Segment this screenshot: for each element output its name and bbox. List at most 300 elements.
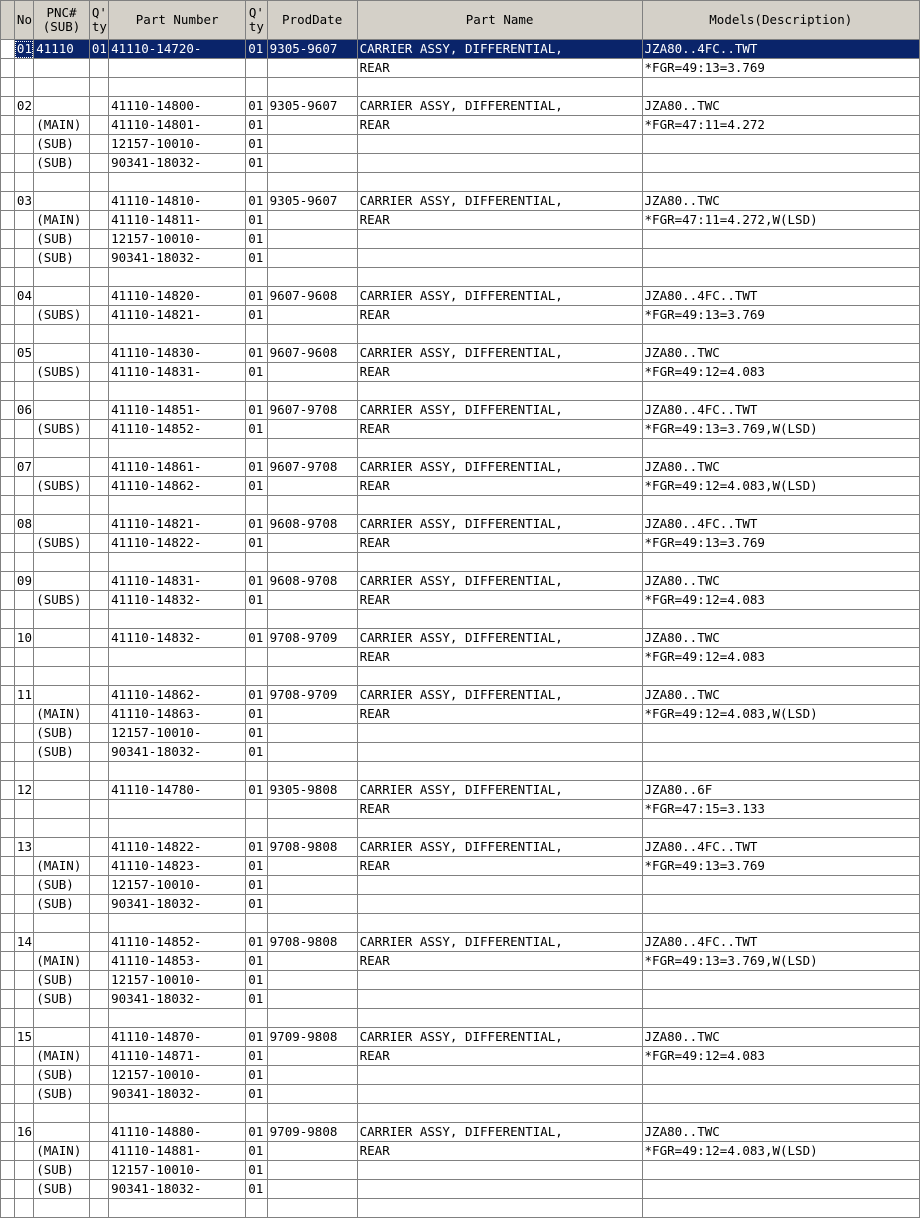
cell-pnc[interactable]: (SUB) bbox=[34, 135, 90, 154]
cell-qty2[interactable]: 01 bbox=[246, 705, 267, 724]
cell-prod-date[interactable] bbox=[267, 325, 357, 344]
cell-qty1[interactable] bbox=[89, 952, 108, 971]
cell-part-name[interactable]: REAR bbox=[357, 648, 642, 667]
cell-prod-date[interactable]: 9608-9708 bbox=[267, 515, 357, 534]
cell-prod-date[interactable] bbox=[267, 1066, 357, 1085]
cell-part-number[interactable] bbox=[109, 325, 246, 344]
cell-part-number[interactable] bbox=[109, 667, 246, 686]
cell-part-number[interactable]: 90341-18032- bbox=[109, 990, 246, 1009]
cell-part-name[interactable] bbox=[357, 325, 642, 344]
cell-no[interactable] bbox=[14, 990, 33, 1009]
cell-qty2[interactable]: 01 bbox=[246, 344, 267, 363]
cell-prod-date[interactable] bbox=[267, 116, 357, 135]
cell-models[interactable]: *FGR=49:13=3.769 bbox=[642, 534, 919, 553]
cell-qty1[interactable] bbox=[89, 439, 108, 458]
cell-part-number[interactable]: 41110-14823- bbox=[109, 857, 246, 876]
cell-part-name[interactable] bbox=[357, 990, 642, 1009]
cell-part-name[interactable]: REAR bbox=[357, 477, 642, 496]
cell-qty1[interactable] bbox=[89, 838, 108, 857]
cell-part-name[interactable]: CARRIER ASSY, DIFFERENTIAL, bbox=[357, 515, 642, 534]
cell-prod-date[interactable] bbox=[267, 1180, 357, 1199]
cell-no[interactable]: 15 bbox=[14, 1028, 33, 1047]
cell-no[interactable]: 12 bbox=[14, 781, 33, 800]
cell-part-name[interactable]: REAR bbox=[357, 705, 642, 724]
cell-qty1[interactable] bbox=[89, 553, 108, 572]
cell-qty1[interactable] bbox=[89, 705, 108, 724]
cell-models[interactable] bbox=[642, 268, 919, 287]
cell-models[interactable]: JZA80..4FC..TWT bbox=[642, 401, 919, 420]
cell-qty2[interactable]: 01 bbox=[246, 287, 267, 306]
cell-qty1[interactable] bbox=[89, 914, 108, 933]
cell-part-name[interactable]: REAR bbox=[357, 116, 642, 135]
cell-part-number[interactable]: 41110-14871- bbox=[109, 1047, 246, 1066]
cell-models[interactable] bbox=[642, 496, 919, 515]
cell-prod-date[interactable]: 9607-9608 bbox=[267, 344, 357, 363]
cell-prod-date[interactable] bbox=[267, 154, 357, 173]
cell-models[interactable] bbox=[642, 439, 919, 458]
cell-part-number[interactable] bbox=[109, 1104, 246, 1123]
cell-qty2[interactable]: 01 bbox=[246, 876, 267, 895]
cell-qty2[interactable]: 01 bbox=[246, 838, 267, 857]
cell-models[interactable] bbox=[642, 876, 919, 895]
cell-part-number[interactable]: 41110-14821- bbox=[109, 306, 246, 325]
cell-no[interactable] bbox=[14, 135, 33, 154]
cell-prod-date[interactable] bbox=[267, 1161, 357, 1180]
table-row[interactable] bbox=[1, 724, 920, 743]
cell-part-number[interactable] bbox=[109, 800, 246, 819]
cell-prod-date[interactable] bbox=[267, 477, 357, 496]
cell-pnc[interactable]: (MAIN) bbox=[34, 952, 90, 971]
cell-models[interactable] bbox=[642, 230, 919, 249]
cell-models[interactable]: JZA80..TWC bbox=[642, 1123, 919, 1142]
cell-part-name[interactable]: CARRIER ASSY, DIFFERENTIAL, bbox=[357, 287, 642, 306]
cell-qty1[interactable] bbox=[89, 268, 108, 287]
cell-pnc[interactable]: (SUBS) bbox=[34, 534, 90, 553]
cell-models[interactable]: *FGR=49:13=3.769 bbox=[642, 306, 919, 325]
cell-prod-date[interactable] bbox=[267, 1047, 357, 1066]
cell-qty2[interactable] bbox=[246, 173, 267, 192]
cell-qty2[interactable]: 01 bbox=[246, 249, 267, 268]
table-row[interactable] bbox=[1, 496, 920, 515]
cell-prod-date[interactable] bbox=[267, 914, 357, 933]
cell-qty2[interactable] bbox=[246, 268, 267, 287]
cell-part-number[interactable]: 90341-18032- bbox=[109, 1085, 246, 1104]
cell-models[interactable] bbox=[642, 610, 919, 629]
table-row[interactable] bbox=[1, 1047, 920, 1066]
cell-prod-date[interactable] bbox=[267, 496, 357, 515]
cell-pnc[interactable]: (SUB) bbox=[34, 743, 90, 762]
table-row[interactable] bbox=[1, 325, 920, 344]
cell-no[interactable] bbox=[14, 1142, 33, 1161]
cell-qty2[interactable]: 01 bbox=[246, 724, 267, 743]
table-row[interactable] bbox=[1, 1085, 920, 1104]
cell-part-name[interactable] bbox=[357, 268, 642, 287]
cell-part-number[interactable] bbox=[109, 59, 246, 78]
cell-qty1[interactable] bbox=[89, 1066, 108, 1085]
cell-part-name[interactable]: REAR bbox=[357, 363, 642, 382]
cell-prod-date[interactable]: 9607-9608 bbox=[267, 287, 357, 306]
cell-pnc[interactable] bbox=[34, 781, 90, 800]
cell-qty1[interactable] bbox=[89, 876, 108, 895]
cell-qty1[interactable] bbox=[89, 1123, 108, 1142]
cell-pnc[interactable]: (SUBS) bbox=[34, 420, 90, 439]
cell-part-number[interactable]: 41110-14820- bbox=[109, 287, 246, 306]
cell-part-name[interactable]: CARRIER ASSY, DIFFERENTIAL, bbox=[357, 933, 642, 952]
cell-qty1[interactable] bbox=[89, 230, 108, 249]
cell-models[interactable]: JZA80..4FC..TWT bbox=[642, 515, 919, 534]
cell-prod-date[interactable] bbox=[267, 990, 357, 1009]
cell-qty1[interactable] bbox=[89, 211, 108, 230]
cell-qty1[interactable] bbox=[89, 1180, 108, 1199]
table-row[interactable] bbox=[1, 1199, 920, 1218]
cell-qty1[interactable] bbox=[89, 1199, 108, 1218]
cell-prod-date[interactable]: 9305-9607 bbox=[267, 40, 357, 59]
cell-qty2[interactable]: 01 bbox=[246, 857, 267, 876]
cell-pnc[interactable] bbox=[34, 325, 90, 344]
table-row[interactable] bbox=[1, 553, 920, 572]
cell-models[interactable]: JZA80..TWC bbox=[642, 97, 919, 116]
cell-models[interactable] bbox=[642, 135, 919, 154]
cell-part-name[interactable]: REAR bbox=[357, 857, 642, 876]
cell-models[interactable] bbox=[642, 553, 919, 572]
cell-part-name[interactable]: REAR bbox=[357, 952, 642, 971]
cell-part-number[interactable]: 41110-14800- bbox=[109, 97, 246, 116]
table-row[interactable] bbox=[1, 895, 920, 914]
cell-pnc[interactable]: (SUB) bbox=[34, 1066, 90, 1085]
cell-pnc[interactable] bbox=[34, 458, 90, 477]
cell-models[interactable] bbox=[642, 990, 919, 1009]
cell-models[interactable]: JZA80..TWC bbox=[642, 572, 919, 591]
cell-no[interactable] bbox=[14, 743, 33, 762]
cell-pnc[interactable] bbox=[34, 629, 90, 648]
cell-no[interactable] bbox=[14, 363, 33, 382]
cell-qty1[interactable] bbox=[89, 192, 108, 211]
cell-no[interactable] bbox=[14, 1104, 33, 1123]
cell-qty1[interactable] bbox=[89, 306, 108, 325]
cell-qty1[interactable] bbox=[89, 971, 108, 990]
cell-part-number[interactable]: 41110-14852- bbox=[109, 933, 246, 952]
cell-part-number[interactable]: 12157-10010- bbox=[109, 971, 246, 990]
cell-qty2[interactable]: 01 bbox=[246, 211, 267, 230]
cell-no[interactable] bbox=[14, 173, 33, 192]
cell-qty2[interactable] bbox=[246, 1009, 267, 1028]
cell-part-name[interactable]: CARRIER ASSY, DIFFERENTIAL, bbox=[357, 572, 642, 591]
cell-prod-date[interactable] bbox=[267, 173, 357, 192]
cell-prod-date[interactable] bbox=[267, 249, 357, 268]
cell-pnc[interactable] bbox=[34, 192, 90, 211]
table-row[interactable] bbox=[1, 648, 920, 667]
cell-qty2[interactable]: 01 bbox=[246, 743, 267, 762]
table-row[interactable] bbox=[1, 952, 920, 971]
cell-part-number[interactable]: 41110-14821- bbox=[109, 515, 246, 534]
cell-pnc[interactable] bbox=[34, 382, 90, 401]
cell-pnc[interactable] bbox=[34, 1028, 90, 1047]
cell-no[interactable]: 08 bbox=[14, 515, 33, 534]
cell-pnc[interactable] bbox=[34, 401, 90, 420]
table-row[interactable] bbox=[1, 1009, 920, 1028]
cell-models[interactable]: JZA80..TWC bbox=[642, 192, 919, 211]
cell-prod-date[interactable] bbox=[267, 724, 357, 743]
cell-part-name[interactable]: REAR bbox=[357, 800, 642, 819]
cell-no[interactable] bbox=[14, 667, 33, 686]
cell-pnc[interactable]: (MAIN) bbox=[34, 705, 90, 724]
cell-models[interactable] bbox=[642, 382, 919, 401]
cell-qty2[interactable]: 01 bbox=[246, 534, 267, 553]
cell-qty1[interactable] bbox=[89, 116, 108, 135]
table-row[interactable] bbox=[1, 762, 920, 781]
cell-part-name[interactable]: CARRIER ASSY, DIFFERENTIAL, bbox=[357, 1028, 642, 1047]
cell-part-number[interactable]: 90341-18032- bbox=[109, 1180, 246, 1199]
cell-no[interactable]: 14 bbox=[14, 933, 33, 952]
table-row[interactable] bbox=[1, 1142, 920, 1161]
cell-part-number[interactable]: 12157-10010- bbox=[109, 230, 246, 249]
cell-qty1[interactable] bbox=[89, 800, 108, 819]
cell-qty1[interactable] bbox=[89, 895, 108, 914]
cell-pnc[interactable] bbox=[34, 268, 90, 287]
cell-part-number[interactable] bbox=[109, 173, 246, 192]
cell-no[interactable] bbox=[14, 116, 33, 135]
cell-part-number[interactable] bbox=[109, 78, 246, 97]
cell-pnc[interactable] bbox=[34, 553, 90, 572]
cell-no[interactable] bbox=[14, 819, 33, 838]
cell-models[interactable]: JZA80..TWC bbox=[642, 458, 919, 477]
cell-part-number[interactable]: 41110-14810- bbox=[109, 192, 246, 211]
cell-no[interactable] bbox=[14, 1180, 33, 1199]
cell-part-number[interactable] bbox=[109, 439, 246, 458]
cell-prod-date[interactable] bbox=[267, 553, 357, 572]
cell-prod-date[interactable] bbox=[267, 971, 357, 990]
cell-models[interactable] bbox=[642, 743, 919, 762]
cell-pnc[interactable]: (SUBS) bbox=[34, 591, 90, 610]
cell-part-number[interactable] bbox=[109, 610, 246, 629]
table-row[interactable] bbox=[1, 230, 920, 249]
cell-pnc[interactable] bbox=[34, 819, 90, 838]
table-row[interactable] bbox=[1, 78, 920, 97]
table-row[interactable] bbox=[1, 477, 920, 496]
cell-qty1[interactable] bbox=[89, 78, 108, 97]
cell-qty1[interactable] bbox=[89, 857, 108, 876]
cell-qty2[interactable]: 01 bbox=[246, 192, 267, 211]
cell-qty1[interactable] bbox=[89, 762, 108, 781]
table-row[interactable] bbox=[1, 705, 920, 724]
cell-no[interactable]: 02 bbox=[14, 97, 33, 116]
cell-pnc[interactable] bbox=[34, 78, 90, 97]
cell-no[interactable] bbox=[14, 230, 33, 249]
cell-models[interactable]: JZA80..4FC..TWT bbox=[642, 40, 919, 59]
cell-part-number[interactable] bbox=[109, 382, 246, 401]
cell-models[interactable]: *FGR=49:13=3.769,W(LSD) bbox=[642, 952, 919, 971]
table-row[interactable] bbox=[1, 534, 920, 553]
cell-part-number[interactable]: 41110-14853- bbox=[109, 952, 246, 971]
cell-prod-date[interactable]: 9305-9607 bbox=[267, 97, 357, 116]
cell-no[interactable] bbox=[14, 610, 33, 629]
cell-no[interactable] bbox=[14, 705, 33, 724]
table-row[interactable] bbox=[1, 743, 920, 762]
cell-qty2[interactable]: 01 bbox=[246, 97, 267, 116]
cell-models[interactable] bbox=[642, 1066, 919, 1085]
table-row[interactable] bbox=[1, 211, 920, 230]
cell-part-name[interactable]: REAR bbox=[357, 591, 642, 610]
cell-part-name[interactable]: REAR bbox=[357, 420, 642, 439]
cell-no[interactable]: 06 bbox=[14, 401, 33, 420]
cell-qty1[interactable] bbox=[89, 97, 108, 116]
cell-pnc[interactable] bbox=[34, 439, 90, 458]
cell-no[interactable] bbox=[14, 1199, 33, 1218]
cell-qty1[interactable] bbox=[89, 363, 108, 382]
cell-models[interactable] bbox=[642, 667, 919, 686]
cell-pnc[interactable]: (SUBS) bbox=[34, 477, 90, 496]
cell-pnc[interactable] bbox=[34, 1123, 90, 1142]
cell-qty1[interactable] bbox=[89, 819, 108, 838]
cell-part-name[interactable]: REAR bbox=[357, 211, 642, 230]
cell-qty2[interactable]: 01 bbox=[246, 1123, 267, 1142]
cell-models[interactable]: JZA80..4FC..TWT bbox=[642, 287, 919, 306]
cell-qty2[interactable]: 01 bbox=[246, 154, 267, 173]
table-row[interactable] bbox=[1, 173, 920, 192]
table-row[interactable] bbox=[1, 420, 920, 439]
cell-part-name[interactable]: REAR bbox=[357, 306, 642, 325]
cell-part-number[interactable]: 41110-14780- bbox=[109, 781, 246, 800]
cell-qty2[interactable]: 01 bbox=[246, 1066, 267, 1085]
cell-prod-date[interactable]: 9608-9708 bbox=[267, 572, 357, 591]
cell-pnc[interactable]: 41110 bbox=[34, 40, 90, 59]
cell-qty2[interactable] bbox=[246, 667, 267, 686]
cell-qty1[interactable] bbox=[89, 667, 108, 686]
cell-part-number[interactable]: 41110-14851- bbox=[109, 401, 246, 420]
cell-part-name[interactable] bbox=[357, 382, 642, 401]
cell-qty1[interactable] bbox=[89, 1028, 108, 1047]
cell-models[interactable] bbox=[642, 249, 919, 268]
cell-part-number[interactable]: 41110-14863- bbox=[109, 705, 246, 724]
cell-models[interactable] bbox=[642, 895, 919, 914]
cell-part-name[interactable] bbox=[357, 173, 642, 192]
cell-qty2[interactable]: 01 bbox=[246, 458, 267, 477]
cell-no[interactable] bbox=[14, 211, 33, 230]
cell-prod-date[interactable]: 9607-9708 bbox=[267, 458, 357, 477]
table-row[interactable] bbox=[1, 135, 920, 154]
cell-part-number[interactable]: 12157-10010- bbox=[109, 1161, 246, 1180]
cell-part-number[interactable]: 12157-10010- bbox=[109, 876, 246, 895]
cell-prod-date[interactable] bbox=[267, 952, 357, 971]
table-row[interactable] bbox=[1, 306, 920, 325]
cell-no[interactable]: 09 bbox=[14, 572, 33, 591]
cell-no[interactable] bbox=[14, 952, 33, 971]
cell-no[interactable] bbox=[14, 534, 33, 553]
cell-pnc[interactable] bbox=[34, 344, 90, 363]
cell-models[interactable]: *FGR=49:13=3.769,W(LSD) bbox=[642, 420, 919, 439]
cell-no[interactable]: 05 bbox=[14, 344, 33, 363]
cell-part-number[interactable]: 12157-10010- bbox=[109, 724, 246, 743]
cell-qty1[interactable] bbox=[89, 1047, 108, 1066]
cell-no[interactable] bbox=[14, 1161, 33, 1180]
cell-qty2[interactable] bbox=[246, 496, 267, 515]
cell-part-number[interactable] bbox=[109, 762, 246, 781]
cell-part-name[interactable] bbox=[357, 667, 642, 686]
cell-no[interactable] bbox=[14, 1047, 33, 1066]
cell-qty1[interactable] bbox=[89, 990, 108, 1009]
cell-models[interactable]: *FGR=49:12=4.083,W(LSD) bbox=[642, 477, 919, 496]
cell-models[interactable]: *FGR=49:13=3.769 bbox=[642, 857, 919, 876]
cell-part-number[interactable]: 41110-14811- bbox=[109, 211, 246, 230]
cell-qty2[interactable]: 01 bbox=[246, 971, 267, 990]
cell-qty1[interactable] bbox=[89, 686, 108, 705]
cell-part-name[interactable] bbox=[357, 496, 642, 515]
cell-part-name[interactable]: CARRIER ASSY, DIFFERENTIAL, bbox=[357, 401, 642, 420]
cell-pnc[interactable] bbox=[34, 59, 90, 78]
cell-qty2[interactable]: 01 bbox=[246, 1180, 267, 1199]
cell-no[interactable]: 07 bbox=[14, 458, 33, 477]
cell-part-number[interactable] bbox=[109, 819, 246, 838]
cell-qty2[interactable] bbox=[246, 800, 267, 819]
cell-part-number[interactable]: 90341-18032- bbox=[109, 154, 246, 173]
cell-prod-date[interactable] bbox=[267, 135, 357, 154]
cell-qty2[interactable]: 01 bbox=[246, 990, 267, 1009]
table-row[interactable] bbox=[1, 686, 920, 705]
cell-pnc[interactable] bbox=[34, 496, 90, 515]
cell-qty2[interactable]: 01 bbox=[246, 1047, 267, 1066]
table-row[interactable] bbox=[1, 1104, 920, 1123]
cell-part-number[interactable]: 41110-14801- bbox=[109, 116, 246, 135]
cell-qty2[interactable]: 01 bbox=[246, 40, 267, 59]
table-row[interactable] bbox=[1, 667, 920, 686]
cell-qty2[interactable]: 01 bbox=[246, 477, 267, 496]
cell-models[interactable]: JZA80..4FC..TWT bbox=[642, 933, 919, 952]
cell-pnc[interactable]: (MAIN) bbox=[34, 1142, 90, 1161]
cell-models[interactable]: JZA80..TWC bbox=[642, 344, 919, 363]
cell-pnc[interactable]: (SUB) bbox=[34, 876, 90, 895]
table-row[interactable] bbox=[1, 287, 920, 306]
cell-part-number[interactable] bbox=[109, 1009, 246, 1028]
cell-prod-date[interactable]: 9709-9808 bbox=[267, 1028, 357, 1047]
cell-models[interactable] bbox=[642, 325, 919, 344]
cell-pnc[interactable] bbox=[34, 515, 90, 534]
cell-part-name[interactable] bbox=[357, 1199, 642, 1218]
col-header-qty1[interactable]: Q' ty bbox=[89, 1, 108, 40]
cell-pnc[interactable] bbox=[34, 173, 90, 192]
cell-models[interactable] bbox=[642, 154, 919, 173]
cell-no[interactable] bbox=[14, 325, 33, 344]
cell-no[interactable] bbox=[14, 420, 33, 439]
table-row[interactable] bbox=[1, 990, 920, 1009]
cell-part-name[interactable]: CARRIER ASSY, DIFFERENTIAL, bbox=[357, 1123, 642, 1142]
cell-models[interactable]: *FGR=47:11=4.272 bbox=[642, 116, 919, 135]
cell-prod-date[interactable] bbox=[267, 1085, 357, 1104]
cell-pnc[interactable]: (MAIN) bbox=[34, 857, 90, 876]
cell-qty2[interactable]: 01 bbox=[246, 629, 267, 648]
cell-prod-date[interactable] bbox=[267, 648, 357, 667]
cell-qty2[interactable]: 01 bbox=[246, 306, 267, 325]
cell-pnc[interactable] bbox=[34, 648, 90, 667]
cell-qty1[interactable] bbox=[89, 325, 108, 344]
cell-prod-date[interactable] bbox=[267, 306, 357, 325]
cell-prod-date[interactable] bbox=[267, 591, 357, 610]
table-row[interactable] bbox=[1, 363, 920, 382]
cell-part-name[interactable]: CARRIER ASSY, DIFFERENTIAL, bbox=[357, 40, 642, 59]
cell-pnc[interactable]: (MAIN) bbox=[34, 1047, 90, 1066]
cell-models[interactable]: JZA80..TWC bbox=[642, 686, 919, 705]
table-row[interactable] bbox=[1, 971, 920, 990]
cell-part-number[interactable] bbox=[109, 914, 246, 933]
cell-qty2[interactable]: 01 bbox=[246, 572, 267, 591]
cell-qty2[interactable] bbox=[246, 59, 267, 78]
cell-part-number[interactable]: 41110-14881- bbox=[109, 1142, 246, 1161]
cell-prod-date[interactable] bbox=[267, 762, 357, 781]
cell-qty1[interactable] bbox=[89, 629, 108, 648]
cell-part-name[interactable]: REAR bbox=[357, 1142, 642, 1161]
cell-pnc[interactable] bbox=[34, 572, 90, 591]
cell-no[interactable] bbox=[14, 648, 33, 667]
cell-pnc[interactable] bbox=[34, 933, 90, 952]
